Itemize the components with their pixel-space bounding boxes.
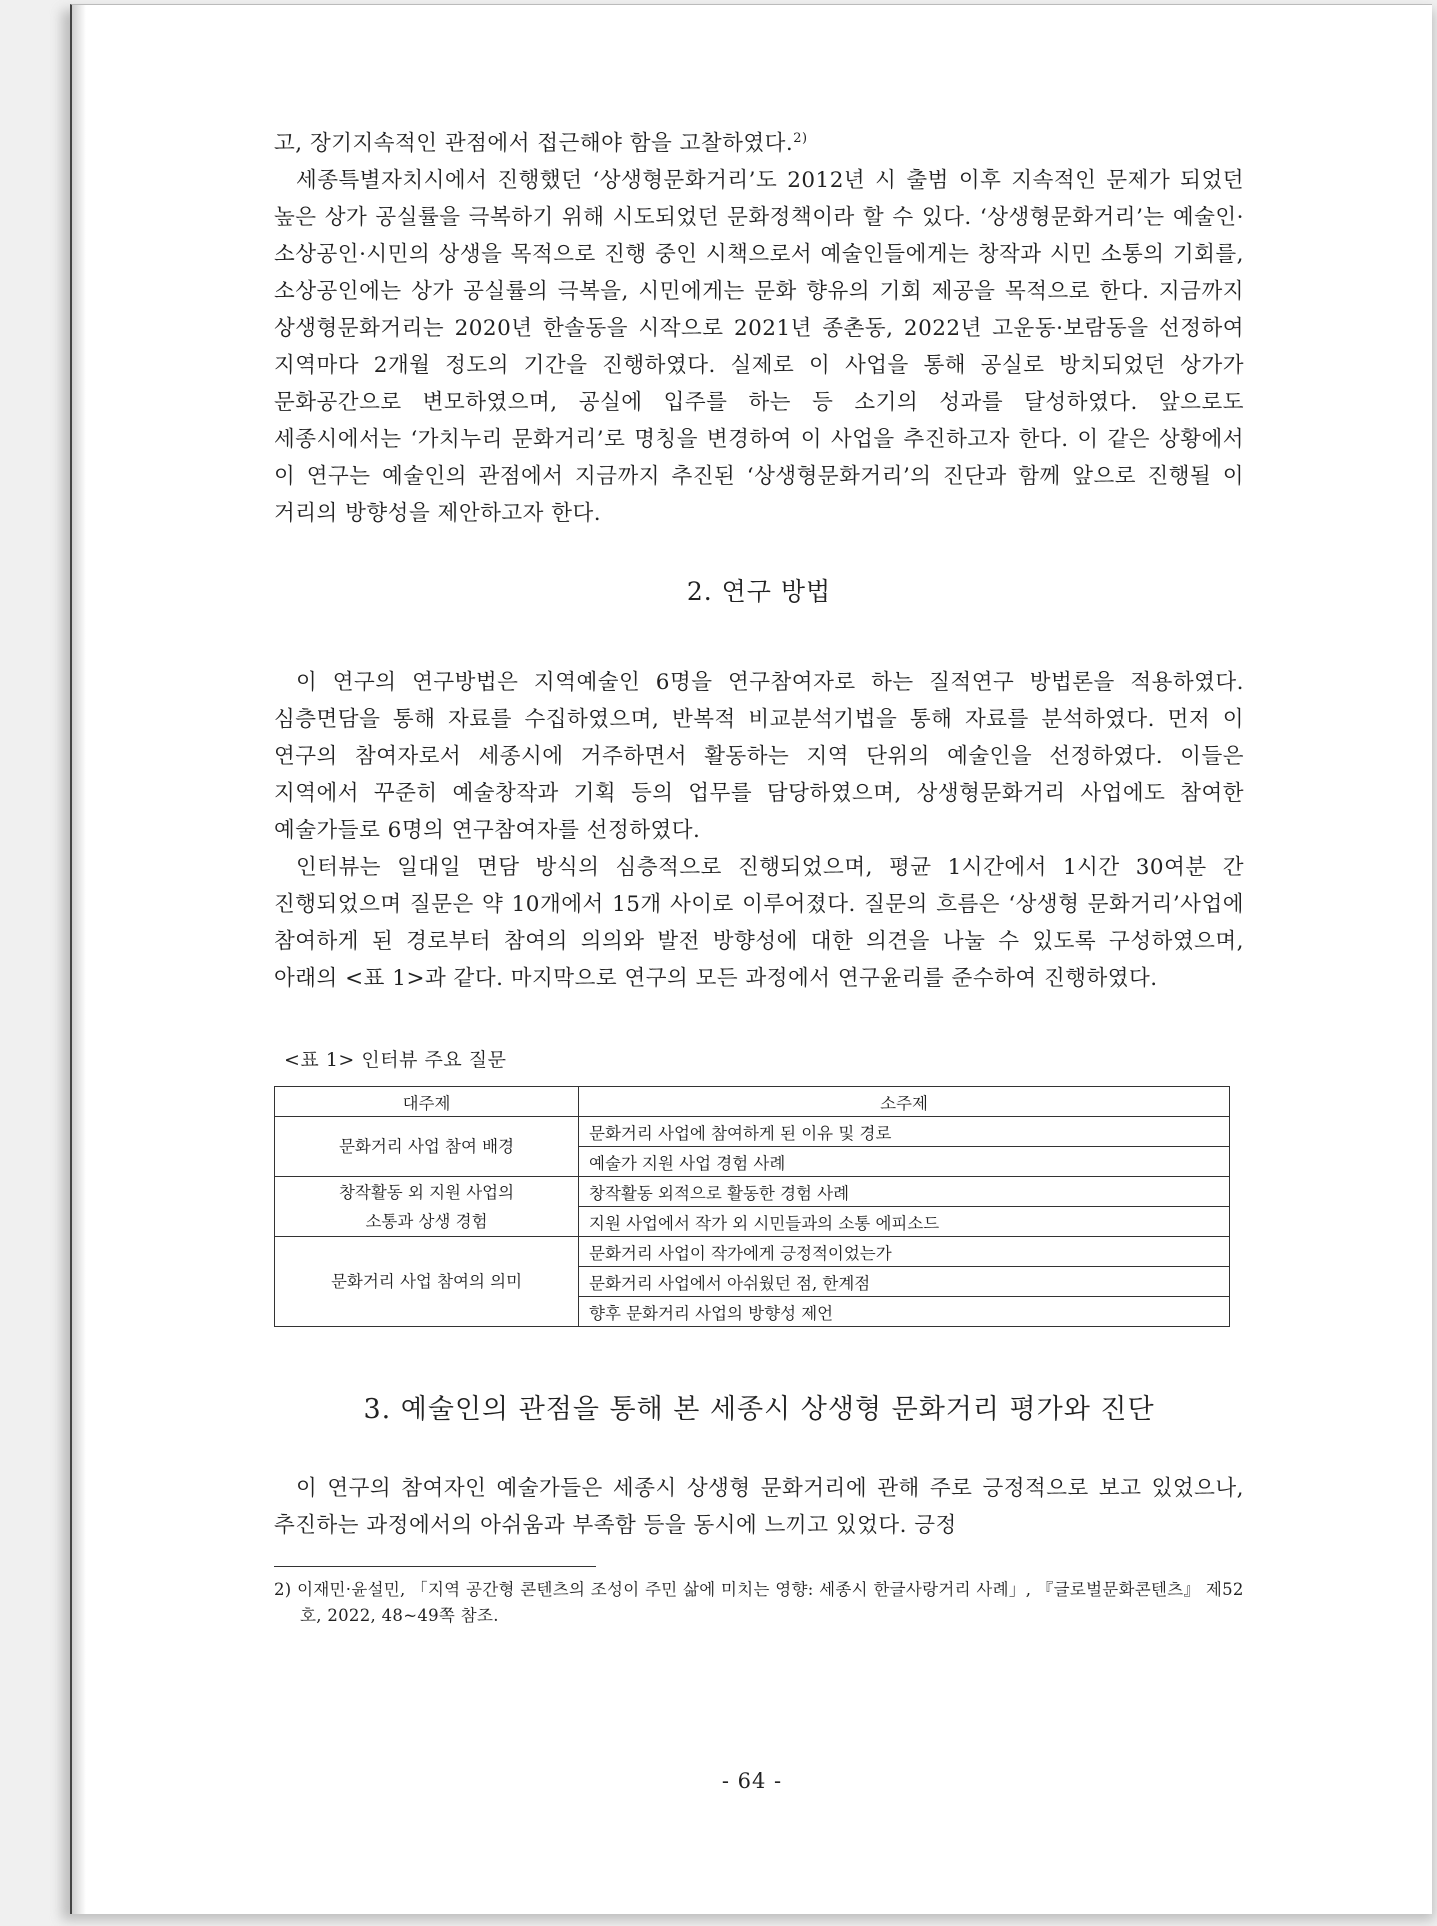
paragraph-methods: 이 연구의 연구방법은 지역예술인 6명을 연구참여자로 하는 질적연구 방법론을 적용하였다. 심층면담을 통해 자료를 수집하였으며, 반복적 비교분석기법을 통해 자료를 분석하였다. 먼저 이 연구의 참여자로서 세종시에 거주하면서 활동하는 지역 단위의 예술인을 선정하였다. 이들은 지역에서 꾸준히 예술창작과 기획 등의 업무를 담당하였으며, 상생형문화거리 사업에도 참여한 예술가들로 6명의 연구참여자를 선정하였다. xyxy=(274,670,1244,843)
table-caption: <표 1> 인터뷰 주요 질문 xyxy=(284,1049,507,1071)
document-page xyxy=(70,4,1432,1914)
paragraph-text: 고, 장기지속적인 관점에서 접근해야 함을 고찰하였다. xyxy=(274,131,794,156)
section-heading-evaluation: 3. 예술인의 관점을 통해 본 세종시 상생형 문화거리 평가와 진단 xyxy=(363,1394,1155,1425)
table-sub-theme-cell: 문화거리 사업이 작가에게 긍정적이었는가 xyxy=(579,1237,1230,1267)
paragraph-interview: 인터뷰는 일대일 면담 방식의 심층적으로 진행되었으며, 평균 1시간에서 1시간 30여분 간 진행되었으며 질문은 약 10개에서 15개 사이로 이루어졌다. 질문의 흐름은 ‘상생형 문화거리’사업에 참여하게 된 경로부터 참여의 의의와 발전 방향성에 대한 의견을 나눌 수 있도록 구성하였으며, 아래의 <표 1>과 같다. 마지막으로 연구의 모든 과정에서 연구윤리를 준수하여 진행하였다. xyxy=(274,855,1244,991)
footnote: 2) 이재민·윤설민, 「지역 공간형 콘텐츠의 조성이 주민 삶에 미치는 영향: 세종시 한글사랑거리 사례」, 『글로벌문화콘텐츠』 제52호, 2022, 48~49쪽 참조. xyxy=(274,1580,1244,1625)
table-header-main-theme: 대주제 xyxy=(275,1087,579,1117)
table-sub-theme-cell: 예술가 지원 사업 경험 사례 xyxy=(579,1147,1230,1177)
table-header-row xyxy=(275,1087,1230,1117)
table-sub-theme-cell: 문화거리 사업에서 아쉬웠던 점, 한계점 xyxy=(579,1267,1230,1297)
paragraph-evaluation: 이 연구의 참여자인 예술가들은 세종시 상생형 문화거리에 관해 주로 긍정적으로 보고 있었으나, 추진하는 과정에서의 아쉬움과 부족함 등을 동시에 느끼고 있었다. 긍정 xyxy=(274,1476,1244,1538)
table-sub-theme-cell: 문화거리 사업에 참여하게 된 이유 및 경로 xyxy=(579,1117,1230,1147)
table-row xyxy=(275,1237,1230,1267)
page-content xyxy=(274,125,1244,1629)
table-main-theme-cell xyxy=(275,1237,579,1327)
main-theme-text: 문화거리 사업 참여의 의미 xyxy=(330,1272,523,1291)
main-theme-text: 문화거리 사업 참여 배경 xyxy=(338,1137,515,1156)
paragraph-background: 세종특별자치시에서 진행했던 ‘상생형문화거리’도 2012년 시 출범 이후 지속적인 문제가 되었던 높은 상가 공실률을 극복하기 위해 시도되었던 문화정책이라 할 수 있다. ‘상생형문화거리’는 예술인·소상공인·시민의 상생을 목적으로 진행 중인 시책으로서 예술인들에게는 창작과 시민 소통의 기회를, 소상공인에는 상가 공실률의 극복을, 시민에게는 문화 향유의 기회 제공을 목적으로 한다. 지금까지 상생형문화거리는 2020년 한솔동을 시작으로 2021년 종촌동, 2022년 고운동·보람동을 선정하여 지역마다 2개월 정도의 기간을 진행하였다. 실제로 이 사업을 통해 공실로 방치되었던 상가가 문화공간으로 변모하였으며, 공실에 입주를 하는 등 소기의 성과를 달성하였다. 앞으로도 세종시에서는 ‘가치누리 문화거리’로 명칭을 변경하여 이 사업을 추진하고자 한다. 이 같은 상황에서 이 연구는 예술인의 관점에서 지금까지 추진된 ‘상생형문화거리’의 진단과 함께 앞으로 진행될 이 거리의 방향성을 제안하고자 한다. xyxy=(274,168,1244,526)
table-row xyxy=(275,1117,1230,1147)
table-header-sub-theme: 소주제 xyxy=(579,1087,1230,1117)
table-row xyxy=(275,1177,1230,1207)
table-sub-theme-cell: 향후 문화거리 사업의 방향성 제언 xyxy=(579,1297,1230,1327)
section-heading-methods: 2. 연구 방법 xyxy=(686,577,832,606)
main-theme-text: 소통과 상생 경험 xyxy=(365,1211,488,1231)
interview-questions-table xyxy=(274,1086,1230,1327)
footnote-divider xyxy=(274,1566,596,1567)
table-sub-theme-cell: 지원 사업에서 작가 외 시민들과의 소통 에피소드 xyxy=(579,1207,1230,1237)
table-sub-theme-cell: 창작활동 외적으로 활동한 경험 사례 xyxy=(579,1177,1230,1207)
table-main-theme-cell xyxy=(275,1117,579,1177)
footnote-reference[interactable]: 2) xyxy=(793,130,808,146)
main-theme-text: 창작활동 외 지원 사업의 xyxy=(338,1182,515,1202)
paragraph-intro-end xyxy=(274,125,1244,162)
table-main-theme-cell xyxy=(275,1177,579,1237)
page-number: - 64 - xyxy=(721,1769,783,1793)
